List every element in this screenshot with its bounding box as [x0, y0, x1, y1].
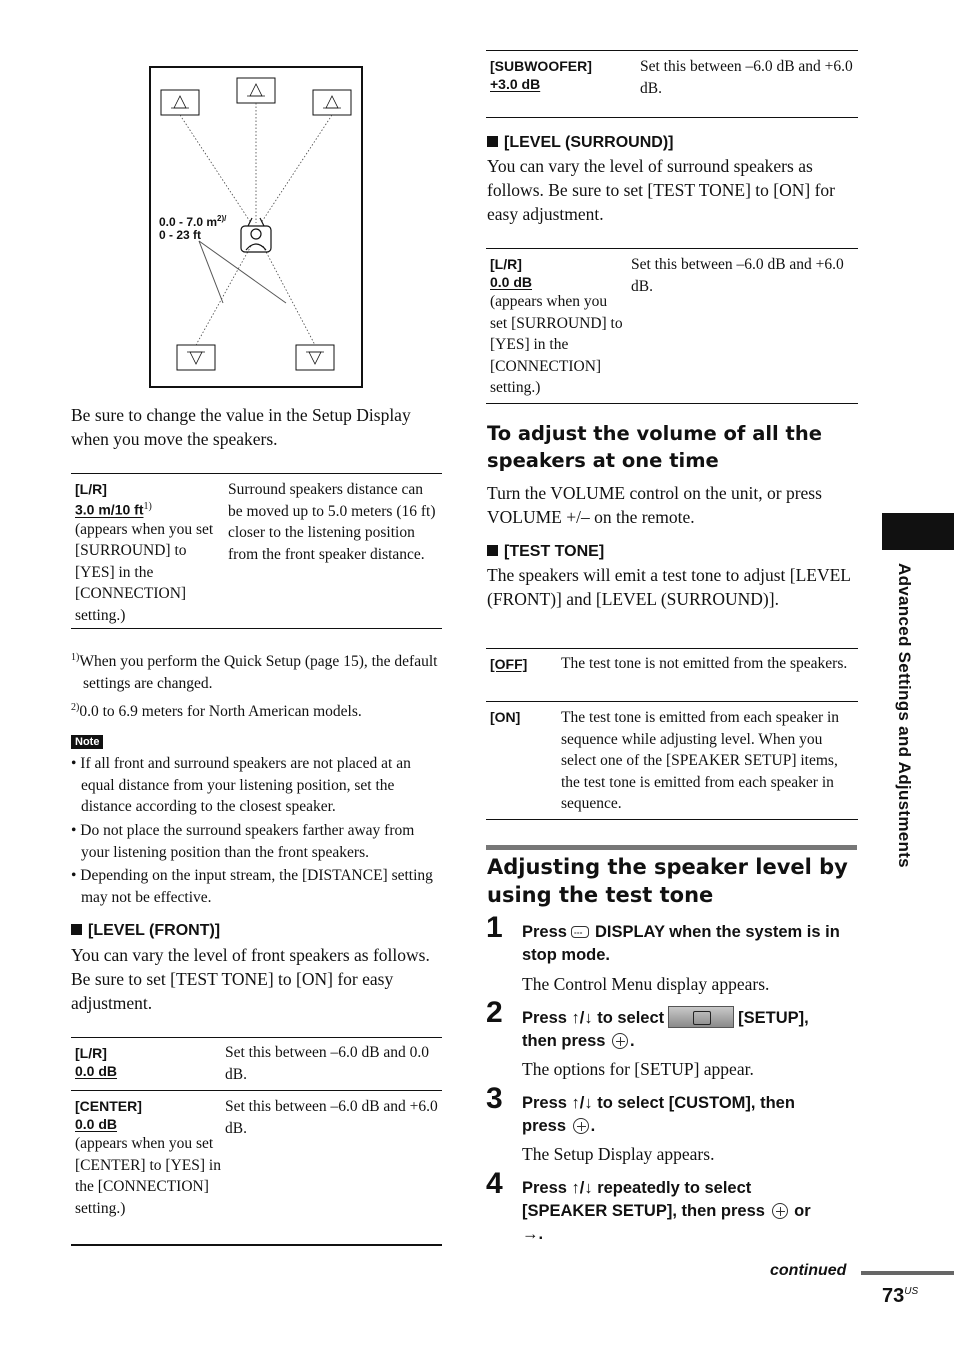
- section-heading: Adjusting the speaker level by using the test tone: [487, 855, 848, 907]
- footnote-2: $^{2)}$0.0 to 6.9 meters for North American models.: [71, 702, 362, 720]
- square-bullet-icon: [487, 136, 498, 147]
- setup-toolbox-icon: [668, 1006, 734, 1028]
- enter-button-icon: [772, 1203, 788, 1219]
- section-rule: [486, 845, 857, 850]
- distance-key-cell: [L/R] 3.0 m/10 $ft^{1)}$ (appears when you set [SURROUND] to [YES] in the [CONNECTION] setting.): [75, 481, 214, 624]
- table-rule: [486, 403, 858, 404]
- volume-heading: To adjust the volume of all the speakers at one time: [487, 422, 822, 472]
- center-speaker-icon: [237, 78, 275, 103]
- test-tone-heading: [TEST TONE]: [487, 542, 604, 562]
- table-rule: [486, 648, 858, 649]
- step-number: 1: [486, 911, 503, 944]
- square-bullet-icon: [71, 924, 82, 935]
- level-front-heading: [LEVEL (FRONT)]: [71, 921, 220, 941]
- front-lr-key-cell: [L/R] 0.0 dB: [75, 1045, 118, 1079]
- step-number: 3: [486, 1082, 503, 1115]
- surround-lr-key-cell: [L/R] 0.0 dB (appears when you set [SURROUND] to [YES] in the [CONNECTION] setting.): [490, 256, 623, 396]
- speaker-placement-diagram: [149, 66, 363, 388]
- step-number: 4: [486, 1167, 503, 1200]
- test-tone-off-key: [OFF]: [490, 656, 528, 672]
- page-number: $73^{US}$: [882, 1285, 919, 1307]
- footnote-1: $^{1)}$When you perform the Quick Setup (page 15), the default settings are changed.: [71, 652, 438, 692]
- continued-label: continued: [770, 1262, 847, 1279]
- surround-lr-description-cell: Set this between –6.0 dB and +6.0 dB.: [631, 256, 844, 295]
- listener-icon: [241, 218, 271, 252]
- table-rule: [486, 117, 858, 118]
- table-rule: [71, 1244, 442, 1246]
- table-rule: [486, 701, 858, 702]
- note-item: • If all front and surround speakers are not placed at an equal distance from your listening position, set the distance according to the closest speaker.: [71, 755, 411, 815]
- step-1-result: The Control Menu display appears.: [522, 974, 770, 994]
- front-center-description-cell: Set this between –6.0 dB and +6.0 dB.: [225, 1098, 438, 1137]
- front-left-speaker-icon: [161, 90, 199, 115]
- step-3-result: The Setup Display appears.: [522, 1144, 715, 1164]
- enter-button-icon: [612, 1033, 628, 1049]
- note-item: • Do not place the surround speakers farther away from your listening position than the front speakers.: [71, 822, 415, 861]
- table-rule: [486, 50, 858, 51]
- volume-text: Turn the VOLUME control on the unit, or press VOLUME +/– on the remote.: [487, 483, 822, 527]
- distance-range-label: 0.0 - 7.0 $m^{2)/}$: [159, 214, 227, 229]
- test-tone-on-description: The test tone is emitted from each speaker in sequence while adjusting level. When you select one of the [SPEAKER SETUP] items, the test tone is emitted from each speaker in sequence.: [561, 709, 840, 812]
- test-tone-off-description: The test tone is not emitted from the speakers.: [561, 655, 848, 672]
- front-right-speaker-icon: [313, 90, 351, 115]
- subwoofer-description-cell: Set this between –6.0 dB and +6.0 dB.: [640, 58, 853, 97]
- chapter-label: Advanced Settings and Adjustments: [895, 563, 914, 868]
- table-rule: [71, 473, 442, 474]
- step-2-instruction: Press ↑/↓ to select [SETUP], then press .: [522, 1006, 857, 1053]
- front-lr-description-cell: Set this between –6.0 dB and 0.0 dB.: [225, 1044, 430, 1083]
- subwoofer-key-cell: [SUBWOOFER] +3.0 dB: [490, 58, 592, 92]
- table-rule: [71, 628, 442, 629]
- distance-pointer-lines: [199, 241, 286, 303]
- continued-rule: [861, 1271, 954, 1275]
- surround-right-speaker-icon: [296, 345, 334, 370]
- step-number: 2: [486, 996, 503, 1029]
- enter-button-icon: [573, 1118, 589, 1134]
- distance-range-label-ft: 0 - 23 ft: [159, 228, 202, 242]
- step-2-result: The options for [SETUP] appear.: [522, 1059, 754, 1079]
- step-1-instruction: Press- - - DISPLAY when the system is in stop mode.: [522, 921, 857, 967]
- table-rule: [486, 248, 858, 249]
- table-rule: [71, 1090, 442, 1091]
- table-rule: [486, 819, 858, 820]
- front-center-key-cell: [CENTER] 0.0 dB (appears when you set [CENTER] to [YES] in the [CONNECTION] setting.): [75, 1098, 221, 1217]
- level-surround-heading: [LEVEL (SURROUND)]: [487, 133, 673, 153]
- chapter-tab: [882, 513, 954, 550]
- distance-description-cell: Surround speakers distance can be moved up to 5.0 meters (16 ft) closer to the listening position from the front speaker distance.: [228, 481, 436, 563]
- level-surround-text: You can vary the level of surround speakers as follows. Be sure to set [TEST TONE] to [ON] for easy adjustment.: [487, 156, 836, 224]
- note-item: • Depending on the input stream, the [DISTANCE] setting may not be effective.: [71, 867, 433, 906]
- level-front-text: You can vary the level of front speakers as follows. Be sure to set [TEST TONE] to [ON] for easy adjustment.: [71, 945, 430, 1013]
- step-4-instruction: Press ↑/↓ repeatedly to select [SPEAKER SETUP], then press or →.: [522, 1179, 811, 1243]
- surround-left-speaker-icon: [177, 345, 215, 370]
- step-3-instruction: Press ↑/↓ to select [CUSTOM], then press .: [522, 1094, 795, 1135]
- test-tone-text: The speakers will emit a test tone to adjust [LEVEL (FRONT)] and [LEVEL (SURROUND)].: [487, 565, 851, 609]
- display-button-icon: [571, 926, 589, 938]
- test-tone-on-key: [ON]: [490, 709, 521, 725]
- table-rule: [71, 1037, 442, 1038]
- square-bullet-icon: [487, 545, 498, 556]
- note-badge: Note: [71, 735, 103, 749]
- intro-text: Be sure to change the value in the Setup Display when you move the speakers.: [71, 405, 411, 449]
